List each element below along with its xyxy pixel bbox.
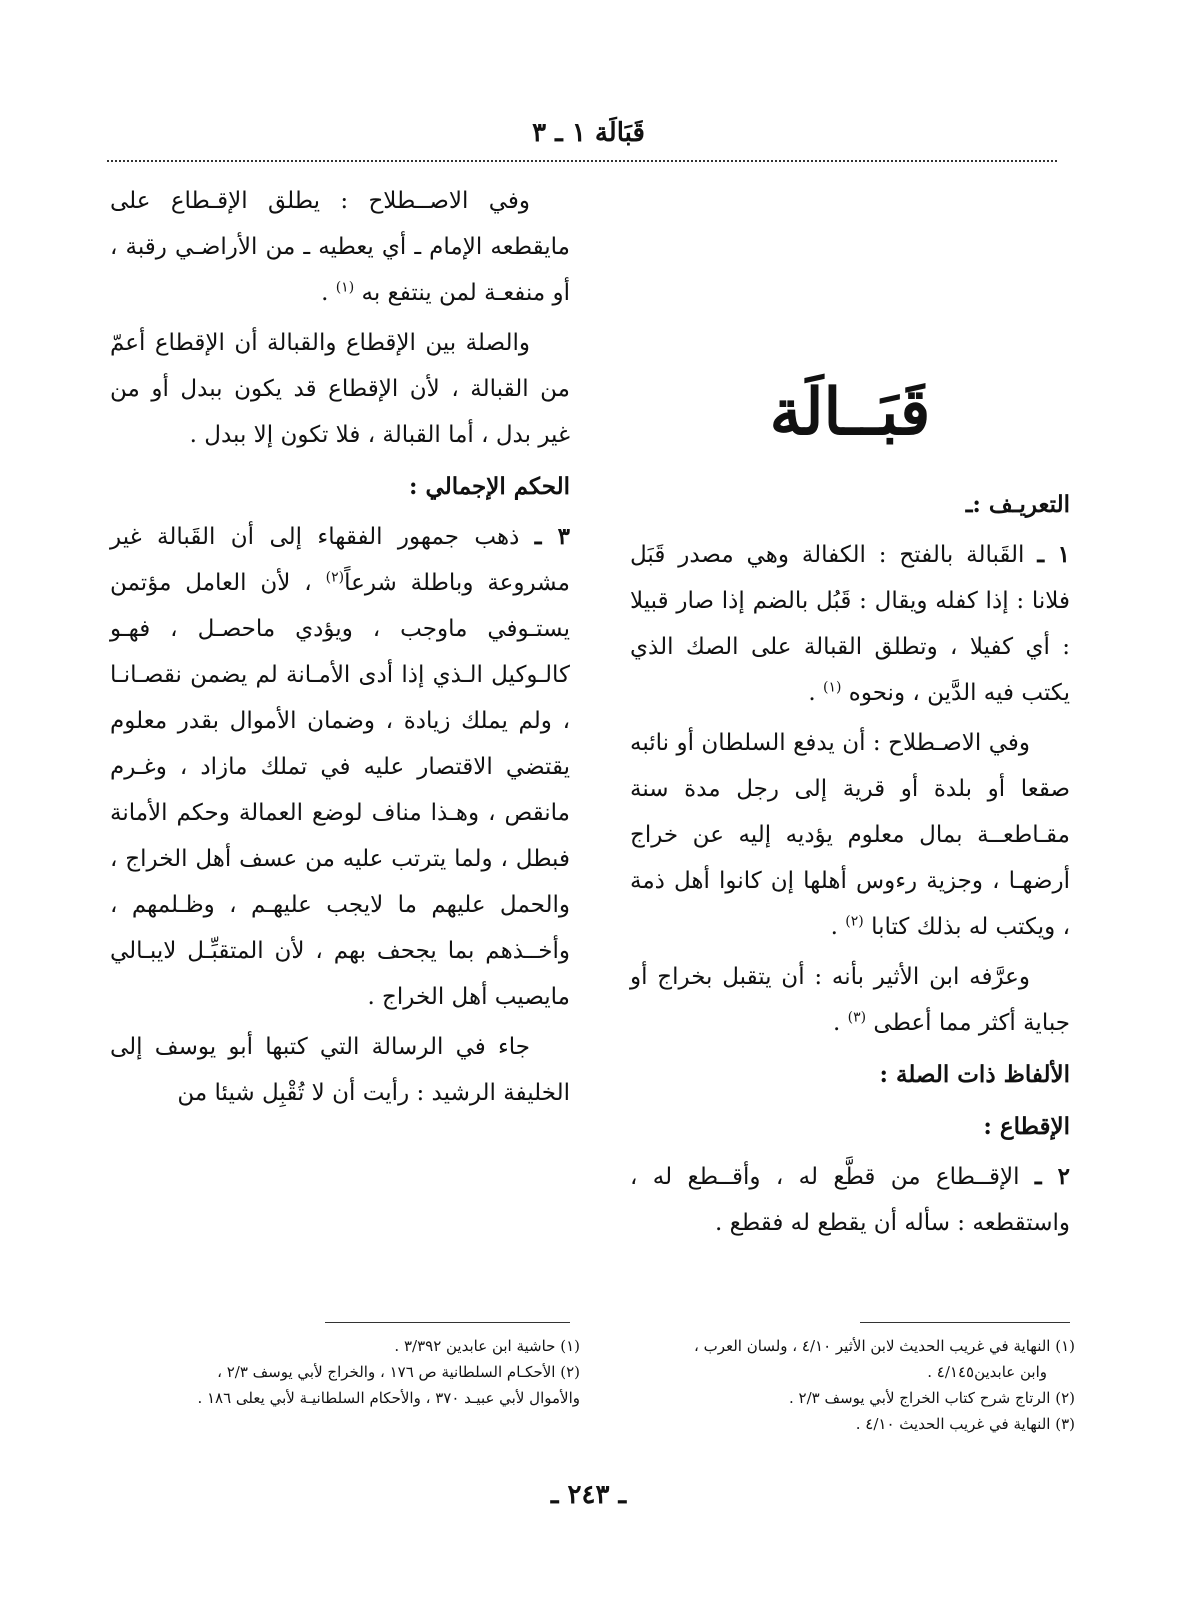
left-paragraph-3 bbox=[110, 514, 570, 1020]
footnote: (٢) الرتاج شرح كتاب الخراج لأبي يوسف ٢/٣ . bbox=[789, 1389, 1075, 1407]
footnote-ref: (٢) bbox=[325, 569, 345, 586]
ruling-heading: الحكم الإجمالي : bbox=[409, 473, 570, 500]
iqta-heading: الإقطاع : bbox=[983, 1113, 1070, 1140]
page-number: ـ ٢٤٣ ـ bbox=[550, 1480, 627, 1510]
footnote-divider-left bbox=[325, 1322, 570, 1323]
footnote-ref: (١) bbox=[335, 279, 355, 296]
entry-title: قَبَــالَة bbox=[769, 375, 931, 450]
right-column bbox=[630, 476, 1070, 1250]
footnote: (١) حاشية ابن عابدين ٣/٣٩٢ . bbox=[394, 1337, 580, 1355]
footnote-ref: (١) bbox=[822, 679, 842, 696]
header-divider bbox=[107, 160, 1057, 162]
footnote: (١) النهاية في غريب الحديث لابن الأثير ٤/١٠ ، ولسان العرب ، bbox=[693, 1337, 1075, 1355]
left-column bbox=[110, 178, 570, 1120]
paragraph-number: ٢ ـ bbox=[1034, 1163, 1070, 1190]
right-paragraph-2: وفي الاصـطلاح : أن يدفع السلطان أو نائبه صقعا أو بلدة أو قرية إلى رجل مدة سنة مقـاطعــة بمال معلوم يؤديه إليه عن خراج أرضهـا ، وجزية رءوس أهلها إن كانوا أهل ذمة ، ويكتب له بذلك كتابا $^{(٢)}$ . bbox=[630, 730, 1070, 940]
left-paragraph-2: والصلة بين الإقطاع والقبالة أن الإقطاع أعمّ من القبالة ، لأن الإقطاع قد يكون ببدل أو من غير بدل ، أما القبالة ، فلا تكون إلا ببدل . bbox=[110, 330, 570, 448]
left-p3-text-a: ذهب جمهور الفقهاء إلى أن القَبالة غير مشروعة وباطلة شرعاً bbox=[110, 524, 571, 596]
footnote: والأموال لأبي عبيـد ٣٧٠ ، والأحكام السلطانيـة لأبي يعلى ١٨٦ . bbox=[197, 1389, 580, 1407]
right-p2-text: وفي الاصـطلاح : أن يدفع السلطان أو نائبه صقعا أو بلدة أو قرية إلى رجل مدة سنة مقـاطعــة بمال معلوم يؤديه إليه عن خراج أرضهـا ، وجزية رءوس أهلها إن كانوا أهل ذمة ، ويكتب له بذلك كتابا bbox=[630, 730, 1070, 940]
footnote-continuation: وابن عابدين٤/١٤٥ . bbox=[927, 1363, 1047, 1381]
right-p4-text: الإقــطاع من قطَّع له ، وأقــطع له ، واستقطعه : سأله أن يقطع له فقطع . bbox=[630, 1164, 1070, 1236]
paragraph-number: ٣ ـ bbox=[534, 523, 570, 550]
right-p3-text: وعرَّفه ابن الأثير بأنه : أن يتقبل بخراج أو جباية أكثر مما أعطى bbox=[630, 964, 1070, 1036]
footnote-ref: (٣) bbox=[847, 1009, 867, 1026]
footnote: (٣) النهاية في غريب الحديث ٤/١٠ . bbox=[855, 1415, 1075, 1433]
left-paragraph-1: وفي الاصــطلاح : يطلق الإقـطاع على مايقطعه الإمام ـ أي يعطيه ـ من الأراضـي رقبة ، أو منفعـة لمن ينتفع به $^{(١)}$ . bbox=[110, 188, 570, 306]
left-p3-text-b: ، لأن العامل مؤتمن يستـوفي ماوجب ، ويؤدي ماحصـل ، فهـو كالـوكيل الـذي إذا أدى الأمـانة لم يضمن نقصـانـا ، ولم يملك زيادة ، وضمان الأموال بقدر معلوم يقتضي الاقتصار عليه في تملك مازاد ، وغـرم مانقص ، وهـذا مناف لوضع العمالة وحكم الأمانة فبطل ، ولما يترتب عليه من عسف أهل الخراج ، والحمل عليهم ما لايجب عليهـم ، وظـلمهم ، وأخــذهم بما يجحف بهم ، لأن المتقبِّـل لايبـالي مايصيب أهل الخراج . bbox=[110, 570, 570, 1010]
right-paragraph-4 bbox=[630, 1154, 1070, 1246]
right-paragraph-1: ١ ـ القَبالة بالفتح : الكفالة وهي مصدر قَبَل فلانا : إذا كفله ويقال : قَبُل بالضم إذا صار قبيلا : أي كفيلا ، وتطلق القبالة على الصك الذي يكتب فيه الدَّين ، ونحوه $^{(١)}$ . bbox=[630, 541, 1071, 706]
left-paragraph-4: جاء في الرسالة التي كتبها أبو يوسف إلى الخليفة الرشيد : رأيت أن لا تُقْبِل شيئا من bbox=[110, 1034, 570, 1106]
right-paragraph-3: وعرَّفه ابن الأثير بأنه : أن يتقبل بخراج أو جباية أكثر مما أعطى $^{(٣)}$ . bbox=[630, 964, 1070, 1036]
right-p1-text: القَبالة بالفتح : الكفالة وهي مصدر قَبَل فلانا : إذا كفله ويقال : قَبُل بالضم إذا صار قبيلا : أي كفيلا ، وتطلق القبالة على الصك الذي يكتب فيه الدَّين ، ونحوه bbox=[630, 542, 1070, 706]
footnotes-left bbox=[110, 1333, 580, 1411]
related-terms-heading: الألفاظ ذات الصلة : bbox=[879, 1061, 1070, 1088]
footnote-divider-right bbox=[860, 1322, 1070, 1323]
left-p1-text: وفي الاصــطلاح : يطلق الإقـطاع على مايقطعه الإمام ـ أي يعطيه ـ من الأراضـي رقبة ، أو منفعـة لمن ينتفع به bbox=[110, 188, 570, 306]
footnote-ref: (٢) bbox=[845, 913, 864, 930]
page-header: قَبَالَة ١ ـ ٣ bbox=[532, 118, 645, 148]
paragraph-number: ١ ـ bbox=[1037, 541, 1071, 568]
footnotes-right bbox=[630, 1333, 1075, 1437]
footnote: (٢) الأحكـام السلطانية ص ١٧٦ ، والخراج لأبي يوسف ٢/٣ ، bbox=[217, 1363, 580, 1381]
definition-heading: التعريـف :ـ bbox=[965, 491, 1070, 518]
